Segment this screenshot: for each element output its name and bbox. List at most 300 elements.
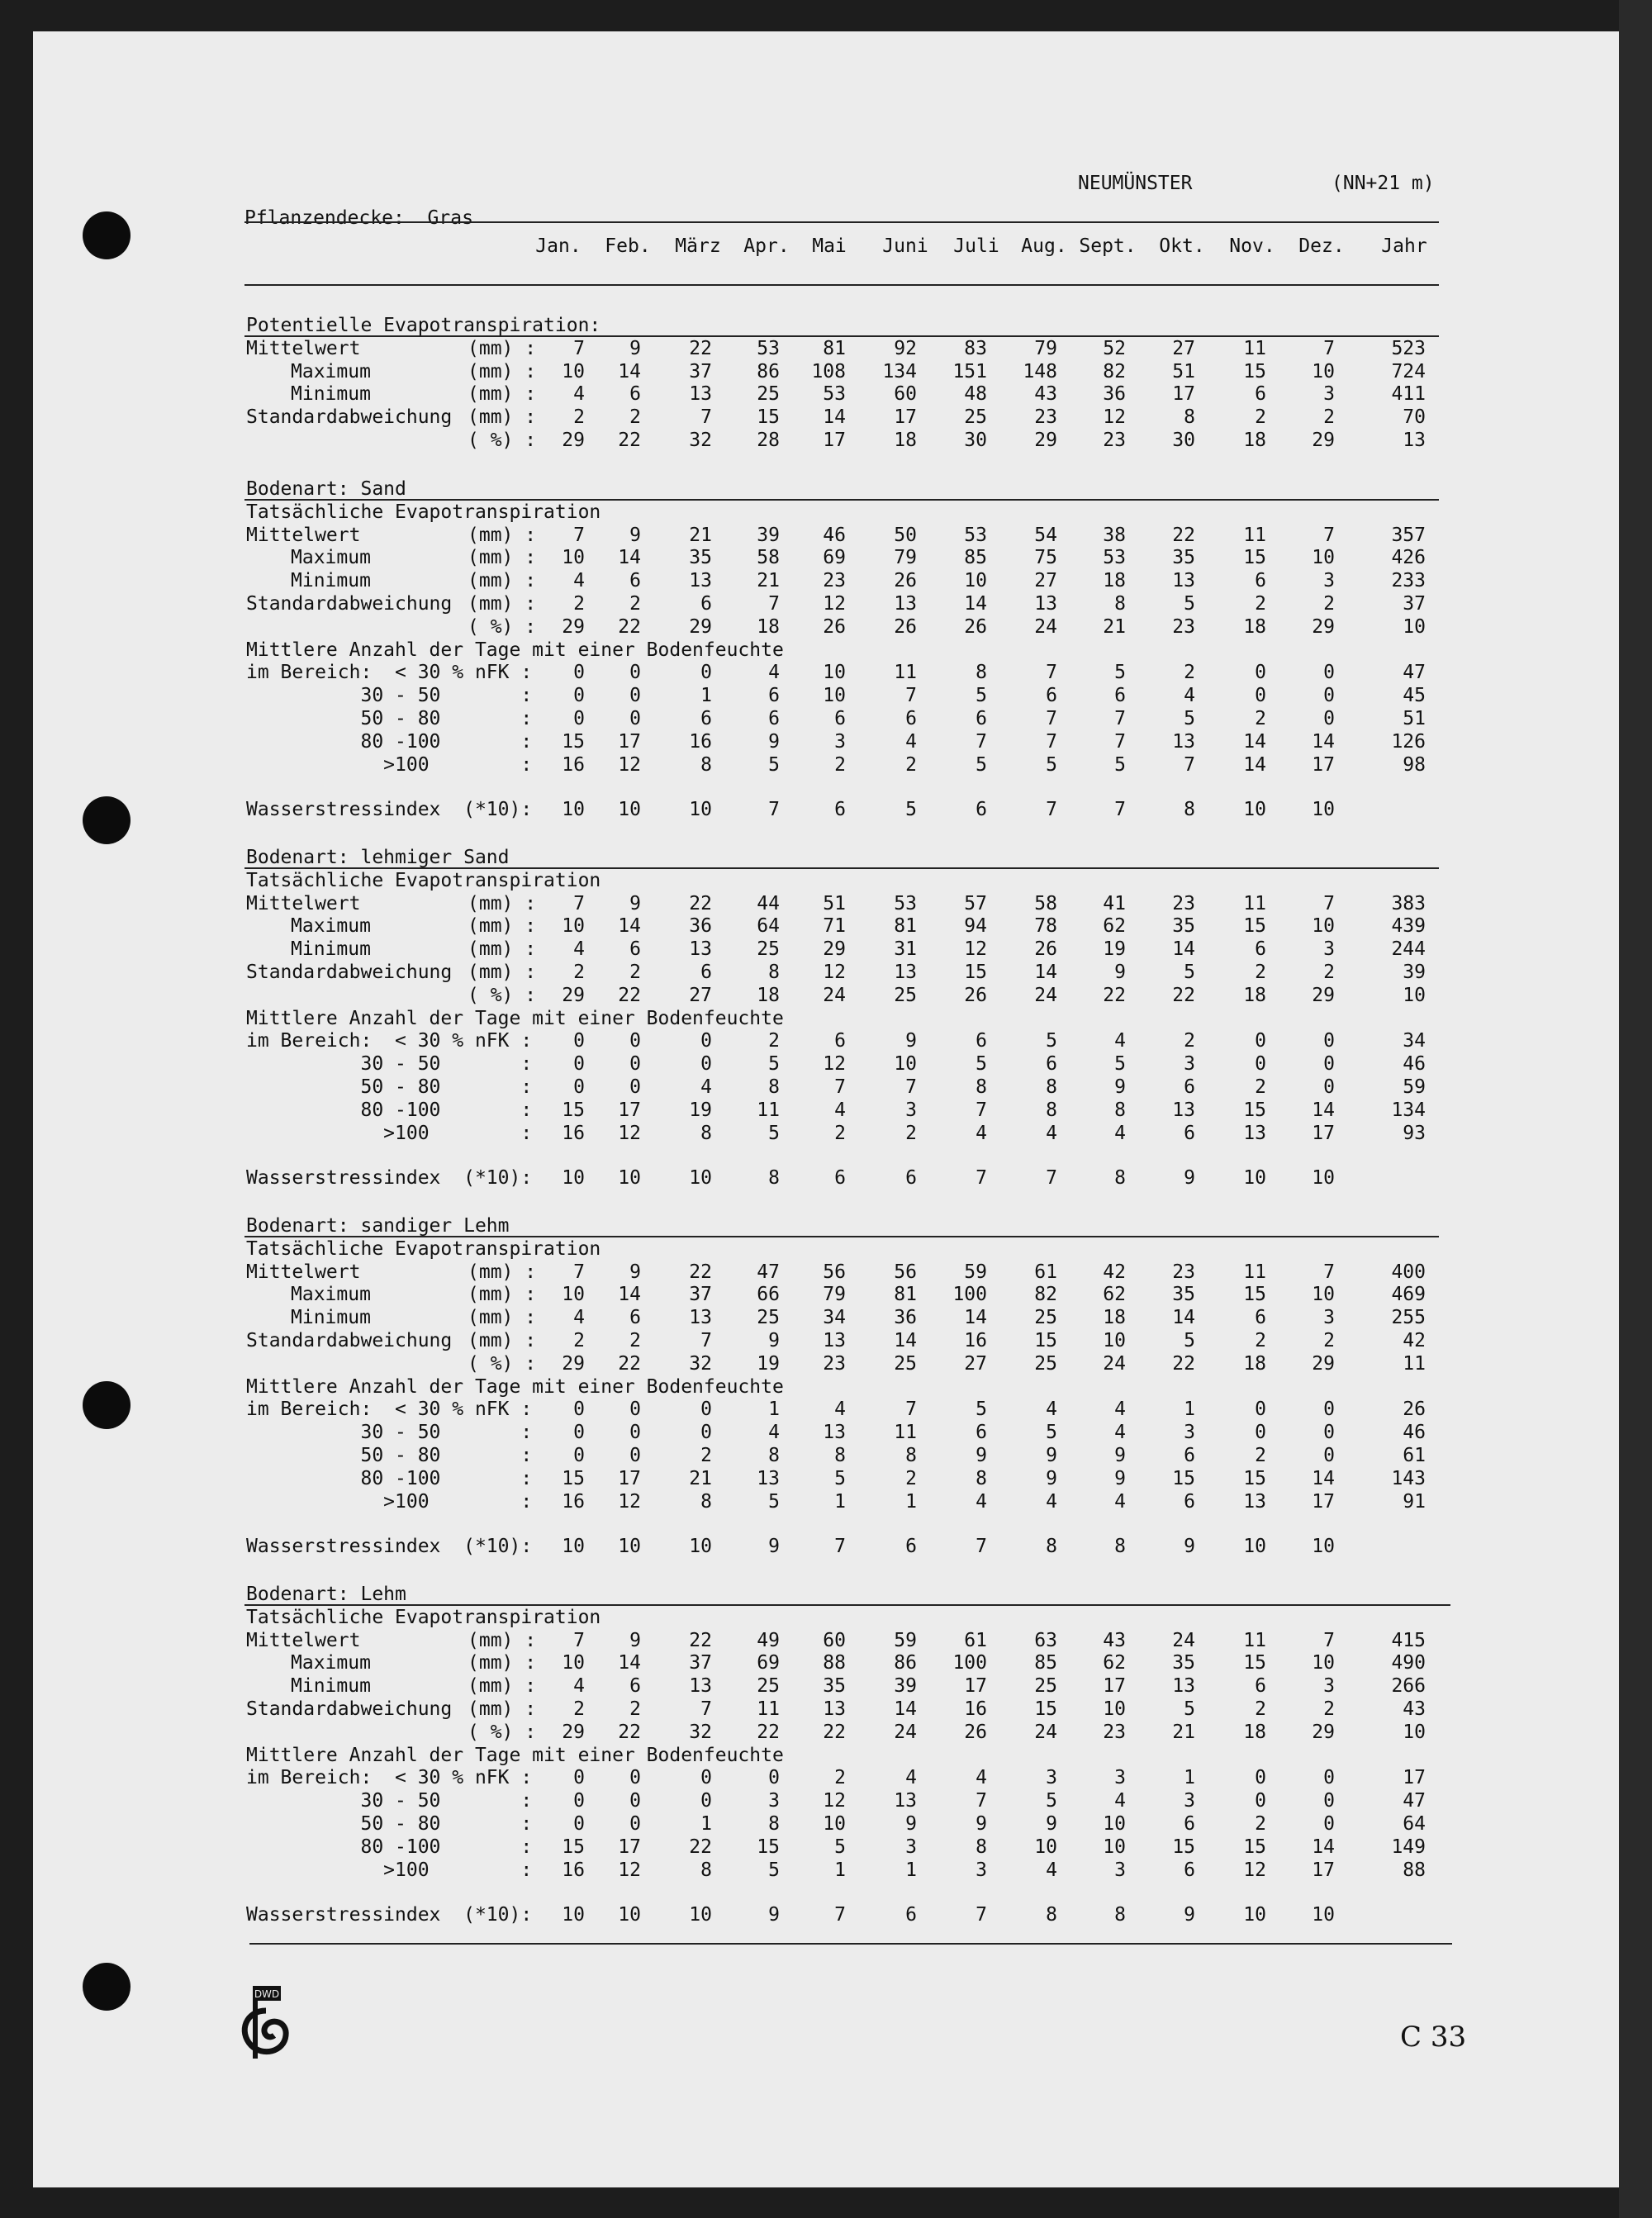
moisture-range-label: 30 - 50 : xyxy=(246,1790,533,1812)
value-cell: 78 xyxy=(1034,915,1057,938)
row-unit: ( %) : xyxy=(468,984,537,1006)
value-cell: 62 xyxy=(1103,915,1126,938)
value-cell: 2 xyxy=(1255,1076,1266,1098)
value-cell: 0 xyxy=(1323,1767,1335,1789)
value-cell: 13 xyxy=(689,383,712,406)
row-label: Standardabweichung xyxy=(246,593,453,615)
value-cell: 27 xyxy=(1034,570,1057,592)
value-cell: 3 xyxy=(1323,383,1335,406)
value-cell: 0 xyxy=(629,662,641,684)
value-cell: 8 xyxy=(768,962,780,983)
value-cell: 1 xyxy=(834,1490,846,1513)
month-header-cell: Jahr xyxy=(1381,235,1427,257)
value-cell: 16 xyxy=(562,1122,585,1144)
value-cell: 14 xyxy=(1243,730,1266,753)
value-cell: 22 xyxy=(823,1721,846,1743)
value-cell: 8 xyxy=(1184,798,1195,820)
value-cell: 22 xyxy=(1172,984,1195,1006)
value-cell: 5 xyxy=(834,1836,846,1858)
value-cell: 15 xyxy=(562,1099,585,1121)
value-cell: 5 xyxy=(834,1467,846,1489)
value-cell: 5 xyxy=(1184,962,1195,983)
value-cell: 24 xyxy=(1034,984,1057,1006)
value-cell: 37 xyxy=(689,1284,712,1306)
value-cell: 79 xyxy=(1034,337,1057,359)
value-cell: 13 xyxy=(1034,593,1057,615)
value-cell: 7 xyxy=(768,798,780,820)
value-cell: 134 xyxy=(882,360,917,382)
value-cell: 4 xyxy=(834,1099,846,1121)
value-cell: 6 xyxy=(629,938,641,961)
value-cell: 10 xyxy=(1034,1836,1057,1858)
section-subtitle: Tatsächliche Evapotranspiration xyxy=(246,1237,601,1260)
value-cell: 29 xyxy=(1312,984,1335,1006)
value-cell: 6 xyxy=(1184,1490,1195,1513)
value-cell: 21 xyxy=(689,1467,712,1489)
value-cell: 2 xyxy=(834,1767,846,1789)
section-title: Potentielle Evapotranspiration: xyxy=(246,315,601,336)
value-cell: 2 xyxy=(1323,1330,1335,1351)
value-cell: 64 xyxy=(1403,1813,1426,1835)
value-cell: 3 xyxy=(1323,938,1335,961)
value-cell: 4 xyxy=(1114,1422,1126,1444)
value-cell: 6 xyxy=(1184,1813,1195,1835)
value-cell: 29 xyxy=(562,1352,585,1375)
row-unit: (mm) : xyxy=(468,892,537,914)
value-cell: 14 xyxy=(964,593,987,615)
value-cell: 14 xyxy=(894,1698,917,1720)
value-cell: 71 xyxy=(823,915,846,938)
value-cell: 0 xyxy=(1323,1445,1335,1466)
value-cell: 36 xyxy=(689,915,712,938)
row-label: Minimum xyxy=(291,1675,371,1698)
value-cell: 0 xyxy=(629,1053,641,1076)
value-cell: 17 xyxy=(1312,1859,1335,1881)
value-cell: 12 xyxy=(823,593,846,615)
value-cell: 9 xyxy=(768,730,780,753)
value-cell: 6 xyxy=(700,593,712,615)
value-cell: 6 xyxy=(1184,1122,1195,1144)
value-cell: 7 xyxy=(1046,708,1057,729)
value-cell: 10 xyxy=(1403,615,1426,638)
value-cell: 383 xyxy=(1391,892,1426,914)
value-cell: 6 xyxy=(834,1166,846,1189)
value-cell: 29 xyxy=(1034,430,1057,451)
month-header-cell: Aug. xyxy=(1021,235,1067,257)
value-cell: 15 xyxy=(562,1467,585,1489)
value-cell: 22 xyxy=(689,337,712,359)
value-cell: 7 xyxy=(976,1790,987,1812)
value-cell: 7 xyxy=(700,406,712,429)
value-cell: 4 xyxy=(1114,1790,1126,1812)
value-cell: 30 xyxy=(964,430,987,451)
value-cell: 37 xyxy=(1403,593,1426,615)
value-cell: 17 xyxy=(1403,1767,1426,1789)
value-cell: 43 xyxy=(1034,383,1057,406)
value-cell: 0 xyxy=(700,1790,712,1812)
value-cell: 35 xyxy=(1172,547,1195,569)
row-label: Minimum xyxy=(291,938,371,961)
value-cell: 29 xyxy=(1312,1352,1335,1375)
value-cell: 10 xyxy=(618,1903,641,1926)
value-cell: 5 xyxy=(976,753,987,776)
value-cell: 35 xyxy=(1172,1652,1195,1674)
value-cell: 5 xyxy=(1184,708,1195,729)
value-cell: 26 xyxy=(894,615,917,638)
row-unit: ( %) : xyxy=(468,1721,537,1743)
value-cell: 14 xyxy=(894,1330,917,1351)
value-cell: 134 xyxy=(1391,1099,1426,1121)
value-cell: 35 xyxy=(1172,915,1195,938)
value-cell: 6 xyxy=(905,1903,917,1926)
month-header-cell: Apr. xyxy=(743,235,790,257)
month-header-cell: Feb. xyxy=(605,235,651,257)
value-cell: 10 xyxy=(1312,1166,1335,1189)
section-subtitle: Tatsächliche Evapotranspiration xyxy=(246,1606,601,1628)
value-cell: 13 xyxy=(1172,1099,1195,1121)
value-cell: 2 xyxy=(629,1698,641,1720)
value-cell: 17 xyxy=(823,430,846,451)
value-cell: 15 xyxy=(1034,1698,1057,1720)
value-cell: 2 xyxy=(1255,962,1266,983)
value-cell: 53 xyxy=(1103,547,1126,569)
value-cell: 24 xyxy=(1103,1352,1126,1375)
month-header-cell: Okt. xyxy=(1159,235,1205,257)
row-unit: (mm) : xyxy=(468,547,537,569)
value-cell: 4 xyxy=(905,1767,917,1789)
value-cell: 37 xyxy=(689,360,712,382)
value-cell: 10 xyxy=(1312,547,1335,569)
value-cell: 9 xyxy=(629,892,641,914)
value-cell: 490 xyxy=(1391,1652,1426,1674)
value-cell: 23 xyxy=(823,570,846,592)
value-cell: 22 xyxy=(1172,524,1195,546)
value-cell: 5 xyxy=(768,1859,780,1881)
value-cell: 22 xyxy=(689,892,712,914)
value-cell: 7 xyxy=(905,1399,917,1421)
value-cell: 3 xyxy=(1323,1675,1335,1698)
value-cell: 10 xyxy=(1312,360,1335,382)
value-cell: 10 xyxy=(964,570,987,592)
value-cell: 1 xyxy=(1184,1399,1195,1421)
value-cell: 0 xyxy=(700,1399,712,1421)
month-header-cell: Jan. xyxy=(535,235,582,257)
month-header-cell: Juli xyxy=(953,235,999,257)
value-cell: 9 xyxy=(1046,1467,1057,1489)
value-cell: 4 xyxy=(1046,1399,1057,1421)
value-cell: 85 xyxy=(964,547,987,569)
value-cell: 81 xyxy=(894,1284,917,1306)
value-cell: 0 xyxy=(629,1767,641,1789)
value-cell: 10 xyxy=(689,798,712,820)
section-title: Bodenart: sandiger Lehm xyxy=(246,1215,510,1237)
station-name: NEUMÜNSTER xyxy=(1078,173,1193,194)
value-cell: 46 xyxy=(1403,1053,1426,1076)
value-cell: 18 xyxy=(1103,570,1126,592)
value-cell: 11 xyxy=(1243,892,1266,914)
value-cell: 10 xyxy=(562,1903,585,1926)
value-cell: 15 xyxy=(1243,1467,1266,1489)
value-cell: 15 xyxy=(964,962,987,983)
value-cell: 17 xyxy=(1312,753,1335,776)
value-cell: 5 xyxy=(1114,1053,1126,1076)
value-cell: 13 xyxy=(894,1790,917,1812)
punch-hole xyxy=(83,796,131,844)
value-cell: 29 xyxy=(562,1721,585,1743)
value-cell: 15 xyxy=(562,1836,585,1858)
value-cell: 7 xyxy=(1046,798,1057,820)
value-cell: 2 xyxy=(1255,1445,1266,1466)
value-cell: 10 xyxy=(562,798,585,820)
value-cell: 19 xyxy=(1103,938,1126,961)
value-cell: 82 xyxy=(1103,360,1126,382)
row-label: Minimum xyxy=(291,383,371,406)
value-cell: 12 xyxy=(964,938,987,961)
row-unit: (mm) : xyxy=(468,1261,537,1283)
value-cell: 7 xyxy=(1323,337,1335,359)
value-cell: 43 xyxy=(1403,1698,1426,1720)
value-cell: 27 xyxy=(1172,337,1195,359)
value-cell: 9 xyxy=(1046,1445,1057,1466)
value-cell: 6 xyxy=(1046,685,1057,707)
moisture-heading: Mittlere Anzahl der Tage mit einer Bodenfeuchte xyxy=(246,1744,784,1766)
value-cell: 0 xyxy=(573,1422,585,1444)
value-cell: 6 xyxy=(1046,1053,1057,1076)
value-cell: 22 xyxy=(618,984,641,1006)
value-cell: 24 xyxy=(1034,615,1057,638)
value-cell: 7 xyxy=(700,1330,712,1351)
value-cell: 9 xyxy=(905,1030,917,1052)
value-cell: 13 xyxy=(823,1330,846,1351)
value-cell: 4 xyxy=(573,1675,585,1698)
value-cell: 151 xyxy=(952,360,987,382)
value-cell: 7 xyxy=(573,1261,585,1283)
value-cell: 724 xyxy=(1391,360,1426,382)
value-cell: 5 xyxy=(1046,753,1057,776)
value-cell: 93 xyxy=(1403,1122,1426,1144)
moisture-range-label: 80 -100 : xyxy=(246,1467,533,1489)
value-cell: 17 xyxy=(618,1099,641,1121)
value-cell: 0 xyxy=(573,1445,585,1466)
value-cell: 3 xyxy=(1114,1859,1126,1881)
value-cell: 17 xyxy=(618,730,641,753)
value-cell: 53 xyxy=(964,524,987,546)
value-cell: 32 xyxy=(689,1721,712,1743)
value-cell: 15 xyxy=(1243,1652,1266,1674)
value-cell: 6 xyxy=(768,685,780,707)
header-rule xyxy=(244,221,1439,223)
value-cell: 22 xyxy=(689,1261,712,1283)
value-cell: 5 xyxy=(768,1490,780,1513)
value-cell: 3 xyxy=(1114,1767,1126,1789)
value-cell: 9 xyxy=(1114,1467,1126,1489)
row-unit: (mm) : xyxy=(468,1629,537,1651)
value-cell: 7 xyxy=(1323,1629,1335,1651)
value-cell: 56 xyxy=(823,1261,846,1283)
value-cell: 0 xyxy=(573,708,585,729)
value-cell: 439 xyxy=(1391,915,1426,938)
value-cell: 4 xyxy=(905,730,917,753)
value-cell: 7 xyxy=(976,1903,987,1926)
value-cell: 8 xyxy=(1114,1903,1126,1926)
value-cell: 2 xyxy=(629,962,641,983)
value-cell: 6 xyxy=(629,570,641,592)
value-cell: 8 xyxy=(1184,406,1195,429)
value-cell: 0 xyxy=(1255,1422,1266,1444)
value-cell: 5 xyxy=(976,1399,987,1421)
value-cell: 11 xyxy=(1243,1261,1266,1283)
value-cell: 17 xyxy=(618,1467,641,1489)
scan-edge xyxy=(1619,0,1652,2218)
value-cell: 10 xyxy=(1403,984,1426,1006)
value-cell: 15 xyxy=(1243,1836,1266,1858)
moisture-range-label: 30 - 50 : xyxy=(246,1422,533,1444)
value-cell: 12 xyxy=(823,962,846,983)
value-cell: 14 xyxy=(1172,938,1195,961)
value-cell: 9 xyxy=(629,1629,641,1651)
month-header-cell: Sept. xyxy=(1079,235,1137,257)
value-cell: 2 xyxy=(834,753,846,776)
value-cell: 69 xyxy=(823,547,846,569)
value-cell: 53 xyxy=(894,892,917,914)
value-cell: 4 xyxy=(573,383,585,406)
value-cell: 7 xyxy=(1323,524,1335,546)
value-cell: 0 xyxy=(1323,1076,1335,1098)
value-cell: 0 xyxy=(1323,1790,1335,1812)
value-cell: 3 xyxy=(905,1836,917,1858)
value-cell: 27 xyxy=(964,1352,987,1375)
value-cell: 18 xyxy=(757,615,780,638)
value-cell: 6 xyxy=(629,1675,641,1698)
value-cell: 17 xyxy=(1312,1122,1335,1144)
value-cell: 86 xyxy=(757,360,780,382)
value-cell: 25 xyxy=(757,383,780,406)
value-cell: 2 xyxy=(629,406,641,429)
value-cell: 6 xyxy=(976,1030,987,1052)
row-label: Standardabweichung xyxy=(246,962,453,983)
value-cell: 7 xyxy=(1046,1166,1057,1189)
value-cell: 5 xyxy=(905,798,917,820)
value-cell: 5 xyxy=(976,685,987,707)
value-cell: 25 xyxy=(757,1675,780,1698)
value-cell: 6 xyxy=(768,708,780,729)
section-title: Bodenart: lehmiger Sand xyxy=(246,847,510,868)
row-unit: (mm) : xyxy=(468,383,537,406)
row-label: Maximum xyxy=(291,915,371,938)
value-cell: 36 xyxy=(894,1307,917,1329)
section-title: Bodenart: Lehm xyxy=(246,1584,406,1605)
value-cell: 3 xyxy=(1046,1767,1057,1789)
value-cell: 32 xyxy=(689,1352,712,1375)
value-cell: 26 xyxy=(964,615,987,638)
value-cell: 10 xyxy=(1312,798,1335,820)
value-cell: 12 xyxy=(618,1859,641,1881)
value-cell: 51 xyxy=(1172,360,1195,382)
row-label: Maximum xyxy=(291,1652,371,1674)
moisture-range-label: >100 : xyxy=(246,753,533,776)
value-cell: 0 xyxy=(629,1030,641,1052)
moisture-range-label: >100 : xyxy=(246,1859,533,1881)
value-cell: 10 xyxy=(1103,1836,1126,1858)
value-cell: 0 xyxy=(1323,1030,1335,1052)
value-cell: 2 xyxy=(1323,962,1335,983)
row-unit: ( %) : xyxy=(468,430,537,451)
stress-index-label: Wasserstressindex (*10): xyxy=(246,1166,533,1189)
value-cell: 9 xyxy=(976,1813,987,1835)
value-cell: 15 xyxy=(562,730,585,753)
value-cell: 9 xyxy=(1046,1813,1057,1835)
value-cell: 11 xyxy=(1243,337,1266,359)
value-cell: 0 xyxy=(1323,662,1335,684)
value-cell: 14 xyxy=(1034,962,1057,983)
row-unit: (mm) : xyxy=(468,938,537,961)
value-cell: 11 xyxy=(894,662,917,684)
row-label: Standardabweichung xyxy=(246,1330,453,1351)
value-cell: 149 xyxy=(1391,1836,1426,1858)
value-cell: 7 xyxy=(976,1166,987,1189)
row-unit: (mm) : xyxy=(468,1652,537,1674)
row-unit: (mm) : xyxy=(468,1330,537,1351)
row-label: Mittelwert xyxy=(246,337,361,359)
value-cell: 9 xyxy=(976,1445,987,1466)
value-cell: 13 xyxy=(1172,1675,1195,1698)
value-cell: 10 xyxy=(689,1535,712,1557)
value-cell: 18 xyxy=(1243,615,1266,638)
value-cell: 13 xyxy=(823,1698,846,1720)
value-cell: 4 xyxy=(573,1307,585,1329)
value-cell: 14 xyxy=(618,1284,641,1306)
row-label: Standardabweichung xyxy=(246,1698,453,1720)
value-cell: 7 xyxy=(1046,730,1057,753)
value-cell: 75 xyxy=(1034,547,1057,569)
value-cell: 12 xyxy=(1103,406,1126,429)
section-subtitle: Tatsächliche Evapotranspiration xyxy=(246,869,601,891)
value-cell: 14 xyxy=(1312,730,1335,753)
value-cell: 0 xyxy=(1255,1790,1266,1812)
value-cell: 4 xyxy=(700,1076,712,1098)
value-cell: 10 xyxy=(562,915,585,938)
page-number: C 33 xyxy=(1400,2021,1467,2054)
value-cell: 14 xyxy=(618,1652,641,1674)
value-cell: 35 xyxy=(689,547,712,569)
value-cell: 426 xyxy=(1391,547,1426,569)
moisture-range-label: 50 - 80 : xyxy=(246,708,533,729)
value-cell: 143 xyxy=(1391,1467,1426,1489)
header-bottom-rule xyxy=(244,284,1439,286)
value-cell: 7 xyxy=(573,337,585,359)
value-cell: 30 xyxy=(1172,430,1195,451)
value-cell: 16 xyxy=(562,1859,585,1881)
value-cell: 61 xyxy=(1403,1445,1426,1466)
value-cell: 2 xyxy=(768,1030,780,1052)
value-cell: 100 xyxy=(952,1652,987,1674)
value-cell: 4 xyxy=(1046,1122,1057,1144)
moisture-range-label: 80 -100 : xyxy=(246,1836,533,1858)
value-cell: 7 xyxy=(834,1076,846,1098)
value-cell: 10 xyxy=(1403,1721,1426,1743)
value-cell: 8 xyxy=(1114,1099,1126,1121)
value-cell: 100 xyxy=(952,1284,987,1306)
value-cell: 2 xyxy=(834,1122,846,1144)
value-cell: 8 xyxy=(1046,1076,1057,1098)
row-unit: (mm) : xyxy=(468,593,537,615)
value-cell: 69 xyxy=(757,1652,780,1674)
value-cell: 6 xyxy=(1184,1859,1195,1881)
value-cell: 1 xyxy=(700,1813,712,1835)
value-cell: 8 xyxy=(700,1122,712,1144)
value-cell: 6 xyxy=(834,1030,846,1052)
value-cell: 10 xyxy=(823,685,846,707)
